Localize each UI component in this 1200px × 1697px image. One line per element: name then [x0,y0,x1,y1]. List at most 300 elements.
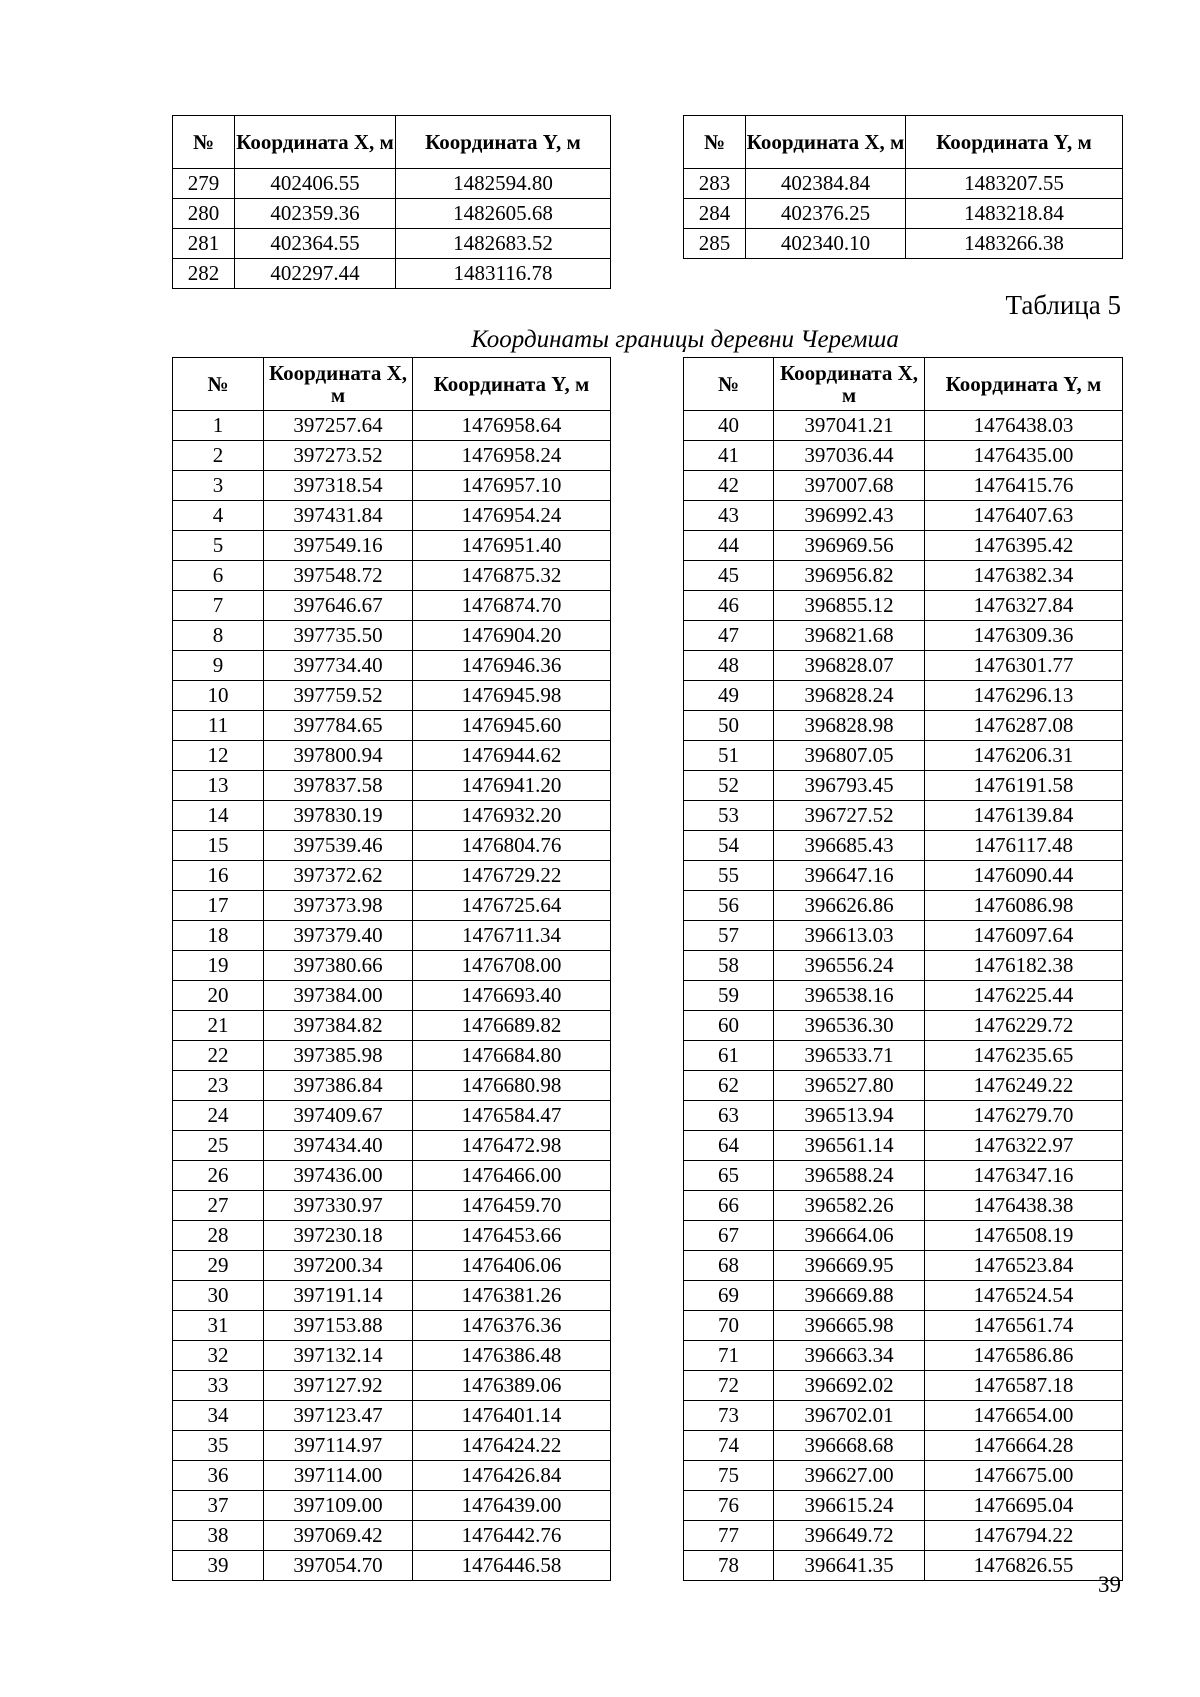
cell-num: 45 [684,561,774,591]
table-row [173,471,611,501]
table-row [173,951,611,981]
table-row [173,621,611,651]
coords-table-main-right [683,357,1123,1581]
cell-y: 1476327.84 [925,591,1123,621]
header-y: Координата Y, м [413,358,611,411]
cell-num: 51 [684,741,774,771]
table-row [173,1221,611,1251]
cell-y: 1476826.55 [925,1551,1123,1581]
cell-x: 397830.19 [264,801,413,831]
table-row [173,1371,611,1401]
table-row [173,411,611,441]
cell-x: 397318.54 [264,471,413,501]
cell-x: 397127.92 [264,1371,413,1401]
cell-x: 396668.68 [774,1431,925,1461]
table-row [684,1461,1123,1491]
cell-x: 397800.94 [264,741,413,771]
cell-num: 25 [173,1131,264,1161]
table-row [684,1521,1123,1551]
cell-x: 397153.88 [264,1311,413,1341]
table-row [684,1101,1123,1131]
table-row [684,1341,1123,1371]
table-row [684,771,1123,801]
cell-x: 396793.45 [774,771,925,801]
cell-x: 397434.40 [264,1131,413,1161]
table-row [173,651,611,681]
cell-num: 285 [684,229,746,259]
cell-y: 1476957.10 [413,471,611,501]
cell-num: 64 [684,1131,774,1161]
table-row [173,801,611,831]
cell-x: 396582.26 [774,1191,925,1221]
cell-x: 397431.84 [264,501,413,531]
cell-y: 1476945.60 [413,711,611,741]
table-row [173,1491,611,1521]
cell-y: 1476586.86 [925,1341,1123,1371]
cell-x: 397273.52 [264,441,413,471]
table-row [173,591,611,621]
cell-x: 396641.35 [774,1551,925,1581]
header-x: Координата X, м [235,116,396,169]
cell-num: 29 [173,1251,264,1281]
cell-y: 1476395.42 [925,531,1123,561]
table-row [684,531,1123,561]
cell-x: 397109.00 [264,1491,413,1521]
table-row [684,951,1123,981]
cell-y: 1476090.44 [925,861,1123,891]
cell-num: 6 [173,561,264,591]
cell-x: 396527.80 [774,1071,925,1101]
table-row [684,1071,1123,1101]
table-row [684,651,1123,681]
table-number-label: Таблица 5 [1005,290,1121,320]
cell-x: 396685.43 [774,831,925,861]
table-row [684,981,1123,1011]
cell-y: 1476382.34 [925,561,1123,591]
cell-num: 12 [173,741,264,771]
cell-num: 15 [173,831,264,861]
cell-y: 1476381.26 [413,1281,611,1311]
table-row [684,1371,1123,1401]
cell-x: 397385.98 [264,1041,413,1071]
table-row [684,891,1123,921]
cell-y: 1476206.31 [925,741,1123,771]
cell-y: 1476182.38 [925,951,1123,981]
cell-y: 1482594.80 [396,169,611,199]
coords-table-continued-right [683,115,1123,259]
cell-num: 282 [173,259,235,289]
cell-y: 1482683.52 [396,229,611,259]
cell-y: 1476941.20 [413,771,611,801]
cell-x: 397409.67 [264,1101,413,1131]
table-row [173,1401,611,1431]
cell-num: 40 [684,411,774,441]
cell-num: 20 [173,981,264,1011]
cell-num: 72 [684,1371,774,1401]
cell-x: 397539.46 [264,831,413,861]
table-row [173,441,611,471]
cell-num: 11 [173,711,264,741]
cell-x: 397373.98 [264,891,413,921]
cell-y: 1483266.38 [906,229,1123,259]
table-row [684,441,1123,471]
cell-y: 1476309.36 [925,621,1123,651]
table-caption: Координаты границы деревни Черемша [471,326,899,353]
cell-num: 75 [684,1461,774,1491]
cell-y: 1476401.14 [413,1401,611,1431]
cell-y: 1476794.22 [925,1521,1123,1551]
cell-y: 1476472.98 [413,1131,611,1161]
cell-num: 39 [173,1551,264,1581]
coords-table-continued-left [172,115,611,289]
table-row [684,1551,1123,1581]
cell-x: 396613.03 [774,921,925,951]
cell-y: 1476296.13 [925,681,1123,711]
cell-y: 1476279.70 [925,1101,1123,1131]
header-y: Координата Y, м [906,116,1123,169]
cell-y: 1476695.04 [925,1491,1123,1521]
cell-y: 1476097.64 [925,921,1123,951]
cell-num: 5 [173,531,264,561]
cell-x: 397036.44 [774,441,925,471]
table-row [173,1461,611,1491]
cell-num: 55 [684,861,774,891]
cell-num: 58 [684,951,774,981]
cell-num: 38 [173,1521,264,1551]
table-row [684,711,1123,741]
cell-x: 396828.98 [774,711,925,741]
table-row [684,1041,1123,1071]
cell-x: 396665.98 [774,1311,925,1341]
cell-y: 1476438.03 [925,411,1123,441]
cell-y: 1476944.62 [413,741,611,771]
cell-num: 57 [684,921,774,951]
cell-y: 1476442.76 [413,1521,611,1551]
cell-y: 1476376.36 [413,1311,611,1341]
cell-num: 73 [684,1401,774,1431]
cell-y: 1476191.58 [925,771,1123,801]
cell-x: 397386.84 [264,1071,413,1101]
cell-x: 397380.66 [264,951,413,981]
cell-y: 1476951.40 [413,531,611,561]
table-row [173,169,611,199]
cell-x: 397548.72 [264,561,413,591]
cell-num: 42 [684,471,774,501]
cell-x: 396855.12 [774,591,925,621]
cell-x: 397041.21 [774,411,925,441]
cell-num: 3 [173,471,264,501]
header-x: Координата X, м [746,116,906,169]
header-y: Координата Y, м [396,116,611,169]
table-row [684,1401,1123,1431]
table-row [684,1491,1123,1521]
cell-x: 396669.95 [774,1251,925,1281]
cell-x: 396664.06 [774,1221,925,1251]
cell-x: 396588.24 [774,1161,925,1191]
cell-x: 397069.42 [264,1521,413,1551]
cell-num: 19 [173,951,264,981]
table-row [173,1341,611,1371]
cell-num: 18 [173,921,264,951]
cell-num: 74 [684,1431,774,1461]
header-x: Координата X, м [264,358,413,411]
cell-y: 1476524.54 [925,1281,1123,1311]
table-row [173,831,611,861]
table-row [173,1041,611,1071]
cell-x: 397759.52 [264,681,413,711]
table-row [684,861,1123,891]
table-row [684,681,1123,711]
table-row [173,741,611,771]
cell-x: 396513.94 [774,1101,925,1131]
cell-x: 396556.24 [774,951,925,981]
cell-y: 1476466.00 [413,1161,611,1191]
cell-x: 396828.24 [774,681,925,711]
cell-num: 2 [173,441,264,471]
table-row [684,1251,1123,1281]
table-row [173,561,611,591]
cell-num: 28 [173,1221,264,1251]
cell-y: 1476904.20 [413,621,611,651]
cell-y: 1476229.72 [925,1011,1123,1041]
cell-num: 24 [173,1101,264,1131]
cell-x: 397837.58 [264,771,413,801]
cell-num: 16 [173,861,264,891]
table-row [173,861,611,891]
cell-y: 1476347.16 [925,1161,1123,1191]
cell-x: 397132.14 [264,1341,413,1371]
table-row [173,199,611,229]
cell-num: 78 [684,1551,774,1581]
cell-x: 402384.84 [746,169,906,199]
cell-x: 396727.52 [774,801,925,831]
cell-x: 397384.00 [264,981,413,1011]
cell-x: 396626.86 [774,891,925,921]
table-row [684,1011,1123,1041]
cell-x: 397330.97 [264,1191,413,1221]
table-row [173,1311,611,1341]
cell-num: 8 [173,621,264,651]
table-row [684,411,1123,441]
cell-num: 59 [684,981,774,1011]
cell-y: 1476708.00 [413,951,611,981]
table-row [173,501,611,531]
cell-y: 1476086.98 [925,891,1123,921]
table-row [684,199,1123,229]
cell-num: 48 [684,651,774,681]
cell-x: 396649.72 [774,1521,925,1551]
cell-y: 1476453.66 [413,1221,611,1251]
cell-num: 9 [173,651,264,681]
cell-num: 26 [173,1161,264,1191]
header-num: № [173,116,235,169]
table-row [684,229,1123,259]
cell-num: 17 [173,891,264,921]
cell-num: 34 [173,1401,264,1431]
cell-y: 1476139.84 [925,801,1123,831]
cell-num: 41 [684,441,774,471]
cell-num: 53 [684,801,774,831]
cell-y: 1476664.28 [925,1431,1123,1461]
cell-y: 1476386.48 [413,1341,611,1371]
cell-y: 1476249.22 [925,1071,1123,1101]
cell-num: 281 [173,229,235,259]
cell-y: 1476389.06 [413,1371,611,1401]
table-row [173,1551,611,1581]
cell-y: 1476958.64 [413,411,611,441]
cell-x: 396828.07 [774,651,925,681]
cell-num: 30 [173,1281,264,1311]
table-row [173,229,611,259]
cell-y: 1476684.80 [413,1041,611,1071]
cell-y: 1476235.65 [925,1041,1123,1071]
cell-y: 1476654.00 [925,1401,1123,1431]
cell-num: 68 [684,1251,774,1281]
cell-y: 1476301.77 [925,651,1123,681]
cell-x: 397114.00 [264,1461,413,1491]
cell-y: 1476874.70 [413,591,611,621]
cell-x: 396647.16 [774,861,925,891]
cell-y: 1476680.98 [413,1071,611,1101]
cell-x: 396807.05 [774,741,925,771]
table-row [173,1431,611,1461]
cell-num: 71 [684,1341,774,1371]
cell-y: 1476439.00 [413,1491,611,1521]
table-row [173,1011,611,1041]
cell-y: 1476561.74 [925,1311,1123,1341]
cell-num: 43 [684,501,774,531]
cell-x: 397200.34 [264,1251,413,1281]
cell-y: 1476945.98 [413,681,611,711]
cell-y: 1476438.38 [925,1191,1123,1221]
cell-y: 1483207.55 [906,169,1123,199]
cell-num: 27 [173,1191,264,1221]
cell-num: 37 [173,1491,264,1521]
cell-num: 4 [173,501,264,531]
header-num: № [684,358,774,411]
table-row [173,921,611,951]
cell-y: 1476693.40 [413,981,611,1011]
table-row [173,1071,611,1101]
table-row [684,1161,1123,1191]
table-row [173,531,611,561]
cell-x: 402297.44 [235,259,396,289]
cell-y: 1476958.24 [413,441,611,471]
cell-num: 46 [684,591,774,621]
cell-x: 396615.24 [774,1491,925,1521]
cell-y: 1482605.68 [396,199,611,229]
cell-x: 397114.97 [264,1431,413,1461]
cell-x: 396561.14 [774,1131,925,1161]
cell-y: 1476875.32 [413,561,611,591]
table-row [684,801,1123,831]
cell-x: 396536.30 [774,1011,925,1041]
cell-y: 1483116.78 [396,259,611,289]
cell-x: 397123.47 [264,1401,413,1431]
cell-num: 1 [173,411,264,441]
cell-x: 396669.88 [774,1281,925,1311]
cell-num: 44 [684,531,774,561]
cell-num: 21 [173,1011,264,1041]
header-num: № [173,358,264,411]
table-row [684,1281,1123,1311]
cell-y: 1476584.47 [413,1101,611,1131]
cell-num: 7 [173,591,264,621]
header-num: № [684,116,746,169]
table-row [173,891,611,921]
table-row [173,259,611,289]
cell-y: 1476225.44 [925,981,1123,1011]
table-row [684,501,1123,531]
cell-y: 1476459.70 [413,1191,611,1221]
cell-x: 397384.82 [264,1011,413,1041]
cell-y: 1476954.24 [413,501,611,531]
table-row [684,1131,1123,1161]
table-row [173,1191,611,1221]
cell-y: 1476435.00 [925,441,1123,471]
cell-x: 402340.10 [746,229,906,259]
cell-y: 1476508.19 [925,1221,1123,1251]
cell-x: 396663.34 [774,1341,925,1371]
cell-y: 1476711.34 [413,921,611,951]
cell-y: 1483218.84 [906,199,1123,229]
cell-x: 396702.01 [774,1401,925,1431]
cell-x: 397007.68 [774,471,925,501]
cell-num: 67 [684,1221,774,1251]
table-row [684,561,1123,591]
table-row [684,471,1123,501]
cell-num: 35 [173,1431,264,1461]
cell-num: 283 [684,169,746,199]
header-x: Координата X, м [774,358,925,411]
cell-x: 397379.40 [264,921,413,951]
cell-num: 49 [684,681,774,711]
cell-y: 1476407.63 [925,501,1123,531]
cell-num: 56 [684,891,774,921]
cell-x: 397646.67 [264,591,413,621]
cell-num: 52 [684,771,774,801]
table-row [684,621,1123,651]
cell-x: 402376.25 [746,199,906,229]
table-row [684,831,1123,861]
cell-num: 31 [173,1311,264,1341]
cell-num: 10 [173,681,264,711]
table-row [684,921,1123,951]
cell-num: 22 [173,1041,264,1071]
cell-num: 61 [684,1041,774,1071]
cell-num: 13 [173,771,264,801]
cell-num: 60 [684,1011,774,1041]
table-row [173,1101,611,1131]
cell-x: 402406.55 [235,169,396,199]
cell-num: 14 [173,801,264,831]
coords-table-main-left [172,357,611,1581]
table-row [173,1521,611,1551]
cell-num: 280 [173,199,235,229]
cell-num: 77 [684,1521,774,1551]
cell-num: 33 [173,1371,264,1401]
table-row [173,771,611,801]
cell-x: 396992.43 [774,501,925,531]
cell-x: 397549.16 [264,531,413,561]
cell-y: 1476446.58 [413,1551,611,1581]
cell-x: 396627.00 [774,1461,925,1491]
page-number: 39 [1098,1572,1121,1597]
cell-x: 397230.18 [264,1221,413,1251]
cell-x: 396692.02 [774,1371,925,1401]
cell-y: 1476587.18 [925,1371,1123,1401]
cell-y: 1476415.76 [925,471,1123,501]
